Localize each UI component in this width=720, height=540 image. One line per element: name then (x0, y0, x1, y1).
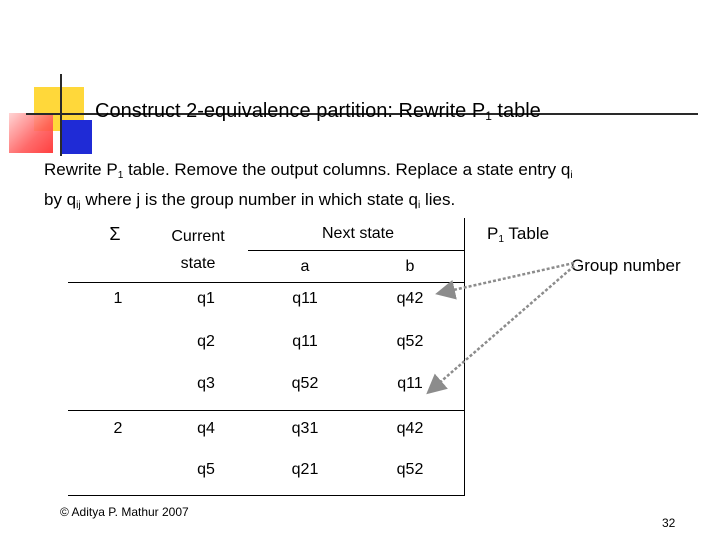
line2-b-sub: i (418, 200, 421, 211)
next-b-cell: q42 (396, 290, 424, 307)
state-cell: q2 (197, 333, 215, 350)
line2-c: lies. (420, 190, 456, 209)
next-b-cell: q52 (396, 333, 424, 350)
state-cell: q5 (197, 461, 215, 478)
group-number-label: Group number (571, 256, 681, 275)
line1-b: table. Remove the output columns. Replace a state entry q (123, 160, 571, 179)
connector-to-q42 (440, 263, 574, 293)
p1-label-b: Table (504, 224, 550, 243)
next-state-header: Next state (321, 225, 395, 242)
line2-a: by q (44, 190, 77, 209)
copyright-footer: © Aditya P. Mathur 2007 (60, 505, 189, 519)
title-main: Construct 2-equivalence partition: Rewrite P (95, 100, 486, 122)
next-a-cell: q11 (292, 333, 318, 350)
connector-to-q11 (430, 266, 574, 391)
line1-b-sub: i (570, 170, 573, 181)
page-number: 32 (662, 516, 676, 530)
sigma-header: Σ (109, 224, 121, 244)
p1-label-a: P (487, 224, 499, 243)
next-b-cell: q11 (397, 375, 423, 392)
current-header-line2: state (180, 255, 216, 272)
next-a-cell: q11 (292, 290, 318, 307)
title-sub: 1 (485, 109, 492, 123)
next-a-cell: q31 (291, 420, 319, 437)
line2-a-sub: ij (76, 200, 81, 211)
line1-a: Rewrite P (44, 160, 118, 179)
next-a-cell: q52 (291, 375, 319, 392)
current-header-line1: Current (171, 228, 225, 245)
next-b-cell: q52 (396, 461, 424, 478)
line2-b: where j is the group number in which state q (80, 190, 419, 209)
group-label-2: 2 (113, 420, 123, 437)
state-cell: q3 (197, 375, 215, 392)
state-cell: q1 (197, 290, 215, 307)
column-a-header: a (300, 258, 310, 275)
line1-a-sub: 1 (117, 170, 124, 181)
p1-label-sub: 1 (498, 234, 505, 245)
next-a-cell: q21 (291, 461, 319, 478)
column-b-header: b (405, 258, 415, 275)
title-rest: table (491, 100, 541, 122)
state-cell: q4 (197, 420, 215, 437)
next-b-cell: q42 (396, 420, 424, 437)
group-label-1: 1 (113, 290, 123, 307)
